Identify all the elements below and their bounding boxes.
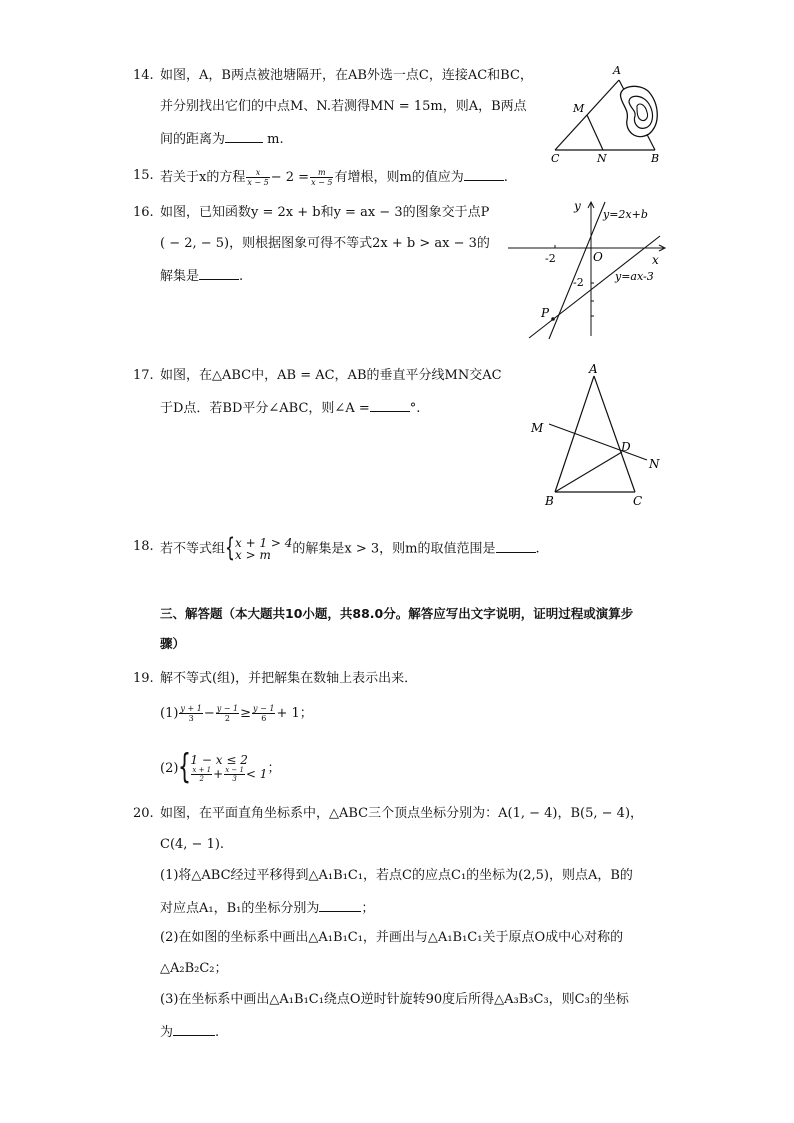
q17-label-M: M — [531, 421, 544, 435]
q19-frac-b-num: y − 1 — [216, 704, 239, 713]
q14-line-3 — [160, 128, 284, 150]
q19-s2-frac-b-num: x − 1 — [225, 766, 244, 774]
q18-row-2: x > m — [235, 548, 271, 562]
q19-frac-a-den: 3 — [188, 714, 194, 723]
q17-number: 17. — [133, 368, 154, 383]
q20-line-8 — [160, 1021, 219, 1043]
q15-mid: − 2 = — [270, 170, 310, 185]
q15-f1-num: x — [246, 168, 269, 178]
q20-line-2: C(4, − 1). — [160, 837, 225, 852]
q15-post: 有增根，则m的值应为 — [334, 170, 464, 185]
q20-line-5: (2)在如图的坐标系中画出△A₁B₁C₁，并画出与△A₁B₁C₁关于原点O成中心对称的 — [160, 930, 624, 945]
q19-frac-c — [252, 704, 275, 723]
q18-pre: 若不等式组 — [160, 541, 226, 557]
q19-tail-2: ； — [267, 761, 281, 776]
q19-number: 19. — [133, 671, 154, 686]
q14-label-A: A — [613, 64, 621, 77]
q19-tail-1: + 1； — [276, 706, 313, 721]
q19-p1-label: (1) — [160, 706, 179, 721]
q17-label-C: C — [633, 494, 643, 508]
q19-part-2 — [160, 747, 281, 787]
q20-line-7: (3)在坐标系中画出△A₁B₁C₁绕点O逆时针旋转90度后所得△A₃B₃C₃，则C₃的坐标 — [160, 992, 629, 1007]
q16-graph-figure — [505, 196, 670, 341]
q19-frac-a — [179, 704, 202, 723]
q18-post: 的解集是x > 3，则m的取值范围是 — [292, 541, 496, 557]
q19-s2-plus: + — [213, 767, 224, 781]
q19-stem: 解不等式(组)，并把解集在数轴上表示出来． — [160, 671, 418, 686]
q15-pre: 若关于x的方程 — [160, 170, 246, 185]
q16-line-3-text: 解集是 — [160, 269, 200, 284]
q14-answer-blank — [225, 128, 263, 143]
q16-line-2: ( − 2, − 5)，则根据图象可得不等式2x + b > ax − 3的 — [160, 236, 490, 251]
q16-answer-blank — [199, 265, 239, 280]
q19-frac-b-den: 2 — [224, 714, 230, 723]
q20-answer-blank-2 — [173, 1021, 215, 1036]
q17-line-2-text: 于D点．若BD平分∠ABC，则∠A = — [160, 401, 370, 416]
q17-label-B: B — [545, 494, 554, 508]
q18-number: 18. — [133, 539, 154, 554]
q20-line-8-end: . — [215, 1025, 220, 1040]
q16-label-P: P — [541, 306, 550, 320]
q19-system-row-2 — [190, 766, 267, 783]
q16-label-line-2: y=ax-3 — [615, 270, 654, 283]
q19-geq: ≥ — [240, 706, 252, 721]
q20-line-8-text: 为 — [160, 1025, 174, 1040]
q17-label-A: A — [589, 362, 598, 376]
q20-line-4-text: 对应点A₁，B₁的坐标分别为 — [160, 901, 320, 916]
q18-end: . — [535, 541, 540, 557]
q14-label-N: N — [597, 152, 607, 165]
q17-line-2 — [160, 397, 420, 419]
q18-line — [160, 533, 540, 563]
q18-answer-blank — [496, 538, 536, 553]
q14-pond-figure — [545, 60, 675, 166]
q14-label-B: B — [651, 152, 660, 165]
q17-line-1: 如图，在△ABC中，AB = AC，AB的垂直平分线MN交AC — [160, 368, 502, 383]
q17-triangle-figure — [525, 362, 665, 512]
q16-label-neg2-y: -2 — [573, 276, 584, 289]
q15-answer-blank — [464, 166, 504, 181]
q18-row-1: x + 1 > 4 — [235, 536, 293, 550]
q20-line-1: 如图，在平面直角坐标系中，△ABC三个顶点坐标分别为：A(1, − 4)，B(5, − 4)， — [160, 806, 644, 821]
q15-end: . — [503, 170, 508, 185]
q16-label-y: y — [574, 199, 581, 213]
q17-label-D: D — [621, 440, 631, 454]
q14-label-C: C — [551, 152, 560, 165]
q20-line-3: (1)将△ABC经过平移得到△A₁B₁C₁，若点C的应点C₁的坐标为(2,5)，则点A，B的 — [160, 868, 633, 883]
q16-end: . — [239, 269, 244, 284]
q19-part-1 — [160, 704, 313, 724]
q19-s2-frac-a-num: x + 1 — [192, 766, 212, 774]
q15-fraction-1 — [246, 168, 269, 187]
q20-line-4 — [160, 897, 374, 919]
q16-label-x: x — [652, 253, 659, 267]
q19-s2-frac-b-den: 3 — [232, 775, 237, 783]
q17-degree: °. — [409, 401, 421, 416]
q15-f1-den: x − 5 — [247, 178, 269, 187]
q19-system-row-1: 1 − x ≤ 2 — [190, 753, 248, 767]
q14-unit: m. — [267, 132, 284, 147]
q20-number: 20. — [133, 806, 154, 821]
q15-fraction-2 — [310, 168, 333, 187]
q18-brace: { — [225, 533, 235, 563]
q20-line-4-end: ； — [361, 901, 375, 916]
q17-label-N: N — [649, 457, 660, 471]
q14-line-3-text: 间的距离为 — [160, 132, 226, 147]
q16-line-1: 如图，已知函数y = 2x + b和y = ax − 3的图象交于点P — [160, 205, 490, 220]
q16-number: 16. — [133, 205, 154, 220]
q14-label-M: M — [573, 102, 585, 115]
q15-line — [160, 166, 508, 188]
q19-frac-c-den: 6 — [261, 714, 267, 723]
q15-number: 15. — [133, 168, 154, 183]
q15-f2-num: m — [310, 168, 333, 178]
q14-line-1: 如图，A，B两点被池塘隔开，在AB外选一点C，连接AC和BC， — [160, 68, 533, 83]
q16-label-line-1: y=2x+b — [603, 208, 648, 221]
q16-label-neg2-x: -2 — [545, 252, 556, 265]
q14-number: 14. — [133, 68, 154, 83]
q17-answer-blank — [370, 397, 410, 412]
q19-system — [178, 747, 268, 787]
q16-label-origin: O — [593, 250, 603, 264]
q19-frac-b — [216, 704, 239, 723]
section-3-heading-line-2: 骤） — [160, 636, 186, 651]
q16-line-3 — [160, 265, 243, 287]
q15-f2-den: x − 5 — [311, 178, 333, 187]
q19-s2-frac-a-den: 2 — [199, 775, 205, 783]
q19-s2-tail: < 1 — [245, 767, 268, 781]
q19-frac-c-num: y − 1 — [253, 704, 275, 713]
q19-brace: { — [178, 747, 192, 787]
q18-inequality-system — [225, 533, 293, 563]
q20-answer-blank-1 — [319, 897, 361, 912]
q19-frac-a-num: y + 1 — [180, 704, 202, 713]
q19-minus: − — [203, 706, 215, 721]
q14-line-2: 并分别找出它们的中点M、N.若测得MN = 15m，则A，B两点 — [160, 99, 527, 114]
q19-p2-label: (2) — [160, 761, 179, 776]
q20-line-6: △A₂B₂C₂； — [160, 961, 228, 976]
section-3-heading-line-1: 三、解答题（本大题共10小题，共88.0分。解答应写出文字说明，证明过程或演算步 — [160, 606, 634, 621]
